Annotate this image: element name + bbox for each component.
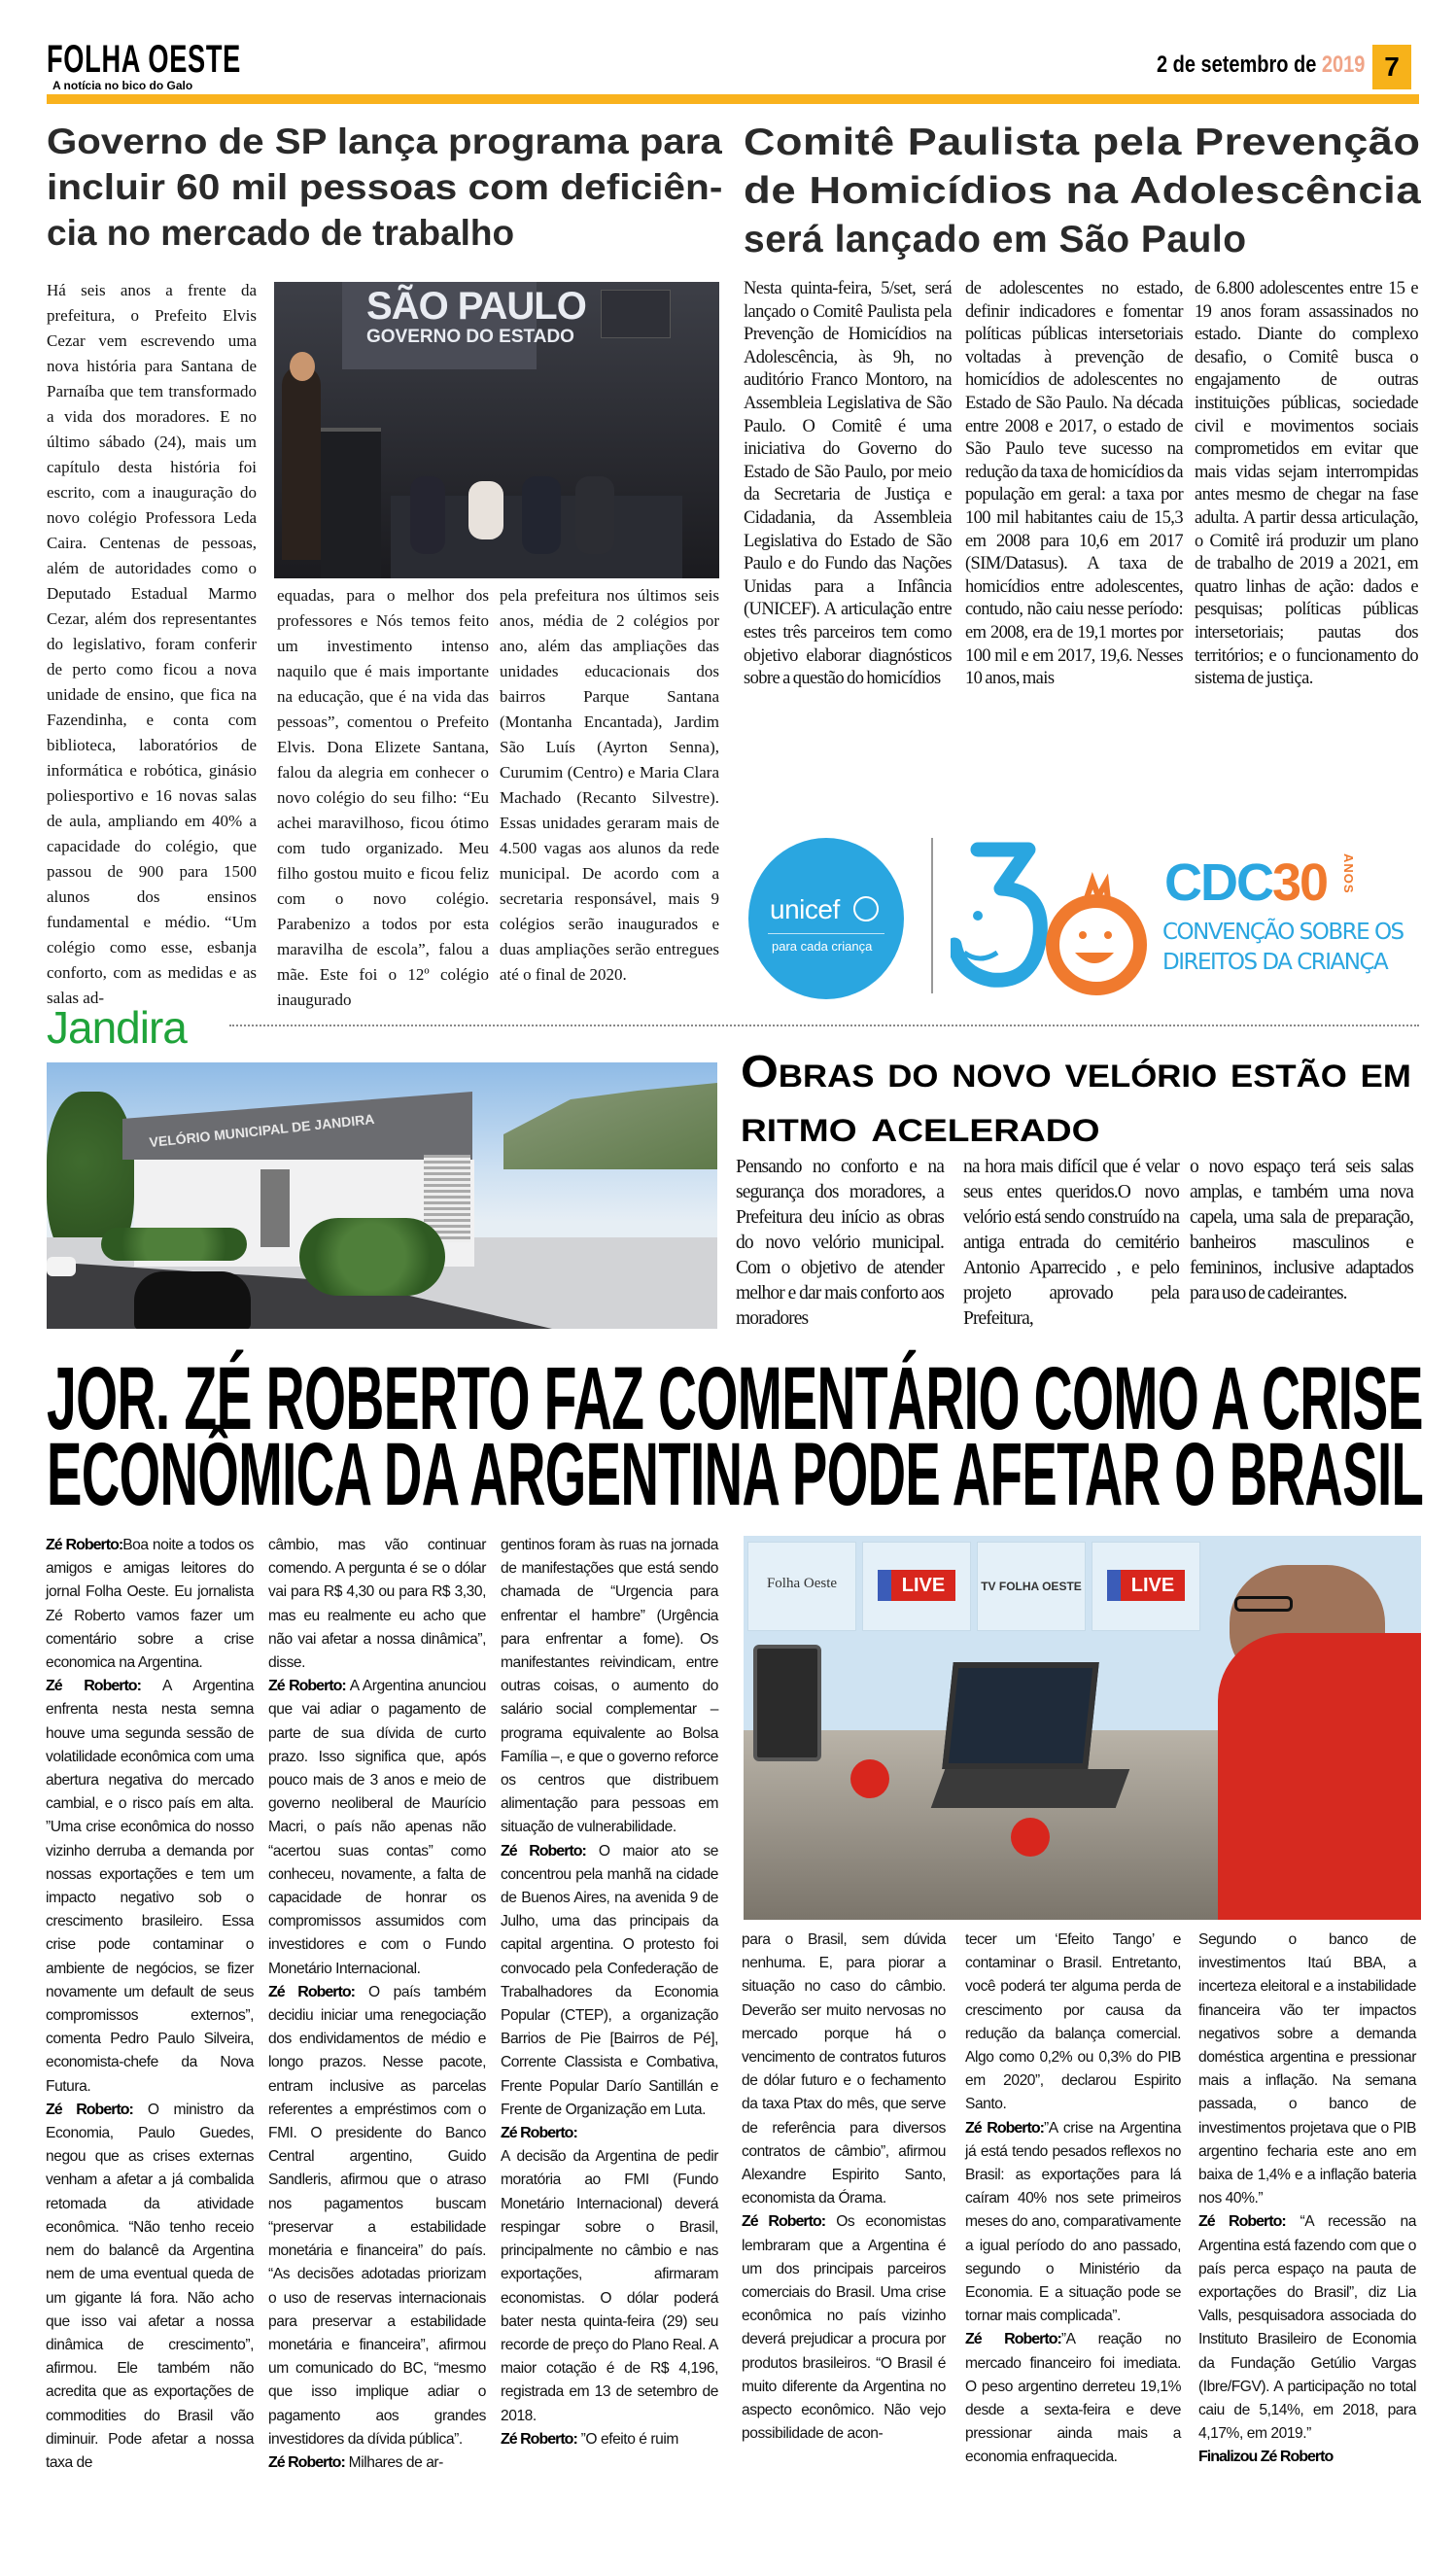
paragraph	[501, 2145, 718, 2427]
paragraph	[1198, 2446, 1416, 2469]
paragraph	[1198, 1929, 1416, 2210]
section-label-jandira: Jandira	[47, 1002, 187, 1053]
paragraph-text: tecer um ‘Efeito Tango’ e contaminar o Brasil. Entretanto, você poderá ter alguma perda de crescimento por causa da redução da balança comercial. Algo como 0,2% ou 0,3% do PIB em 2020”, declarou Espirito Santo.	[965, 1931, 1181, 2113]
paragraph	[46, 1534, 254, 1675]
speaker-label: Zé Roberto:	[46, 1678, 141, 1695]
speaker-label: Zé Roberto:	[501, 1842, 586, 1859]
paragraph-text: Milhares de ar-	[344, 2453, 443, 2471]
headline-line: Governo de SP lança programa para	[47, 122, 722, 161]
paragraph	[268, 1675, 486, 1981]
headline-line: Comitê Paulista pela Prevenção	[744, 122, 1421, 163]
speaker-label: Zé Roberto:	[965, 2119, 1044, 2137]
studio-logo-panel	[977, 1542, 1086, 1631]
headline-line: Obras do novo velório estão em	[741, 1046, 1411, 1096]
article-column: o novo espaço terá seis salas amplas, e também uma nova capela, uma sala de preparação, banheiros masculinos e femininos, inclusive adaptados para uso de cadeirantes.	[1190, 1157, 1413, 1303]
unicef-wordmark: unicef	[770, 894, 840, 924]
live-badge	[1092, 1542, 1200, 1631]
headline-argentina	[47, 1349, 1424, 1524]
paragraph	[742, 1929, 946, 2210]
headline-governo-sp	[47, 119, 722, 256]
page-number: 7	[1372, 45, 1411, 89]
article-column	[46, 1534, 254, 2475]
speaker-label: Zé Roberto:	[268, 1983, 355, 2000]
paragraph-text: para o Brasil, sem dúvida nenhuma. E, para piorar a situação no caso do câmbio. Deverão ser muito nervosas no mercado porque há o vencimento de contratos futuros de dólar futuro e o fechamento da taxa Ptax do mês, que serve de referência para diversos contratos de câmbio”, afirmou Alexandre Espirito Santo, economista da Órama.	[742, 1931, 946, 2207]
paragraph	[965, 1929, 1181, 2117]
headline-line: ECONÔMICA DA ARGENTINA PODE AFETAR O BRASIL	[47, 1425, 1424, 1524]
paragraph-text: O país também decidiu iniciar uma renegociação dos endividamentos de médio e longo prazos. Nesse pacote, entram inclusive as parcelas referentes a empréstimos com o FMI. O presidente do Banco Central argentino, Guido Sandleris, afirmou que o atraso nos pagamentos buscam “preservar a estabilidade monetária e financeira” do país. “As decisões adotadas priorizam o uso de reservas internacionais para preservar a estabilidade monetária e financeira”, afirmou um comunicado do BC, “mesmo que isso implique adiar o pagamento aos grandes investidores da dívida pública”.	[268, 1983, 486, 2448]
paragraph-text: “A recessão na Argentina está fazendo com que o país perca espaço na pauta de exportações do Brasil”, diz Lia Valls, pesquisadora associada do Instituto Brasileiro de Economia da Fundação Getúlio Vargas (Ibre/FGV). A participação no total caiu de 5,14%, em 2018, para 4,17%, em 2019.”	[1198, 2213, 1416, 2443]
paragraph-text: câmbio, mas vão continuar comendo. A pergunta é se o dólar vai para R$ 4,30 ou para R$ 3,30, mas eu realmente eu acho que não vai afetar a nossa dinâmica”, disse.	[268, 1537, 486, 1672]
date-year: 2019	[1321, 52, 1366, 78]
globe-icon	[853, 896, 879, 921]
paragraph-text: Boa noite a todos os amigos e amigas leitores do jornal Folha Oeste. Eu jornalista Zé Roberto vamos fazer um comentário sobre a crise economica na Argentina.	[46, 1537, 254, 1672]
article-column: equadas, para o melhor dos professores e Nós temos feito um investimento intenso naquilo que é mais importante na educação, que é na vida das pessoas”, comentou o Prefeito Elvis. Dona Elizete Santana, falou da alegria em conhecer o novo colégio do seu filho: “Eu achei maravilhoso, ficou ótimo com tudo organizado. Meu filho gostou muito e ficou feliz com o novo colégio. Parabenizo a todos por esta maravilha de escola”, falou a mãe. Este foi o 12º colégio inaugurado	[277, 586, 489, 1009]
photo-caption-text: LIVE	[878, 1570, 955, 1601]
article-column	[965, 1929, 1181, 2470]
cdc-anos: ANOS	[1341, 853, 1356, 894]
photo-caption-text: TV FOLHA OESTE	[981, 1580, 1082, 1593]
cdc30-smiley-logo	[951, 838, 1155, 1003]
article-column: de adolescentes no estado, definir indicadores e fomentar políticas públicas intersetoriais voltadas à prevenção de homicídios de adolescentes no Estado de São Paulo. Na década entre 2008 e 2017, o estado de São Paulo teve sucesso na redução da taxa de homicídios da população em geral: a taxa por 100 mil habitantes caiu de 15,3 em 2008 para 10,6 em 2017 (SIM/Datasus). A taxa de homicídios entre adolescentes, contudo, não caiu nesse período: em 2008, era de 19,1 mortes por 100 mil e em 2017, 19,6. Nesses 10 anos, mais	[965, 279, 1183, 689]
speaker-label: Zé Roberto:	[742, 2213, 826, 2231]
article-column: na hora mais difícil que é velar seus entes queridos.O novo velório está sendo construído na antiga entrada do cemitério Antonio Aparrecido , e pelo projeto aprovado pela Prefeitura,	[963, 1157, 1179, 1329]
photo-caption-text: GOVERNO DO ESTADO	[366, 327, 574, 347]
paragraph-text: O ministro da Economia, Paulo Guedes, negou que as crises externas venham a afetar a já combalida retomada da atividade econômica. “Não tenho receio nem do balancê da Argentina nem de uma eventual queda de um gigante lá fora. Não acho que isso vai afetar a nossa dinâmica de crescimento”, afirmou. Ele também não acredita que as exportações de commodities do Brasil vão diminuir. Pode afetar a nossa taxa de	[46, 2101, 254, 2471]
article-column	[742, 1929, 946, 2446]
article-column: Há seis anos a frente da prefeitura, o Prefeito Elvis Cezar vem escrevendo uma nova história para Santana de Parnaíba que tem transformado a vida dos moradores. E no último sábado (24), mais um capítulo desta história foi escrito, com a inauguração do novo colégio Professora Leda Caira. Centenas de pessoas, além de autoridades como o Deputado Estadual Marmo Cezar, além dos representantes do legislativo, foram conferir de perto como ficou a nova unidade de ensino, que fica na Fazendinha, e conta com biblioteca, laboratórios de informática e robótica, ginásio poliesportivo e 16 novas salas de aula, ampliando em 40% a capacidade do colégio, que passou de 900 para 1500 alunos dos ensinos fundamental e médio. “Um colégio como esse, esbanja conforto, com as medidas e as salas ad-	[47, 281, 257, 1007]
section-divider	[229, 1025, 1419, 1026]
speaker-label: Zé Roberto:	[268, 2453, 345, 2471]
article-column: Pensando no conforto e na segurança dos moradores, a Prefeitura deu início as obras do novo velório municipal. Com o objetivo de atender melhor e dar mais conforto aos moradores	[736, 1157, 944, 1329]
masthead	[47, 39, 241, 80]
paragraph	[501, 2122, 718, 2145]
cdc-subtitle-line: CONVENÇÃO SOBRE OS	[1162, 920, 1404, 945]
headline-line: ritmo acelerado	[741, 1100, 1100, 1151]
article-column: Nesta quinta-feira, 5/set, será lançado o Comitê Paulista pela Prevenção de Homicídios na Adolescência, às 9h, no auditório Franco Montoro, na Assembleia Legislativa de São Paulo. O Comitê é uma iniciativa do Governo do Estado de São Paulo, por meio da Secretaria de Justiça e Cidadania, da Assembleia Legislativa do Estado de São Paulo e do Fundo das Nações Unidas para a Infância (UNICEF). A articulação entre estes três parceiros tem como objetivo elaborar diagnósticos sobre a questão do homicídios	[744, 279, 952, 689]
paragraph	[1198, 2210, 1416, 2446]
headline-line: JOR. ZÉ ROBERTO FAZ COMENTÁRIO COMO A CRISE	[47, 1349, 1423, 1448]
article-column	[501, 1534, 718, 2451]
photo-governo-event	[274, 282, 719, 578]
paragraph-text: A Argentina enfrenta nesta nesta semna houve uma segunda sessão de volatilidade econômica com uma abertura negativa do mercado cambial, e o risco país em alta. ”Uma crise econômica do nosso vizinho derruba a demanda por nossas exportações e tem um impacto negativo sob o crescimento brasileiro. Essa crise pode contaminar o ambiente de negócios, se fizer novamente um default de seus compromissos externos”, comenta Pedro Paulo Silveira, economista-chefe da Nova Futura.	[46, 1678, 254, 2095]
speaker-label: Zé Roberto:	[501, 2125, 577, 2142]
speaker-label: Zé Roberto:	[268, 1678, 346, 1695]
cdc30-title	[1164, 855, 1327, 910]
paragraph	[965, 2328, 1181, 2469]
speaker-label: Zé Roberto:	[46, 1537, 123, 1553]
paragraph	[965, 2117, 1181, 2329]
date-text: 2 de setembro de	[1157, 52, 1322, 78]
paragraph	[268, 2451, 486, 2475]
paragraph	[501, 1534, 718, 1840]
masthead-tagline: A notícia no bico do Galo	[52, 79, 193, 92]
headline-line: incluir 60 mil pessoas com deficiên-	[47, 167, 723, 207]
studio-logo-panel	[747, 1542, 856, 1631]
photo-caption-text: SÃO PAULO	[366, 285, 586, 328]
unicef-slogan: para cada criança	[772, 939, 873, 954]
cdc-subtitle	[1162, 918, 1404, 978]
paragraph-text: Os economistas lembraram que a Argentina é um dos principais parceiros comerciais do Brasil. Uma crise econômica no país vizinho deverá prejudicar a procura por produtos brasileiros. “O Brasil é muito diferente da Argentina no aspecto econômico. Não vejo possibilidade de acon-	[742, 2213, 946, 2443]
paragraph	[501, 1840, 718, 2122]
paragraph-text: Segundo o banco de investimentos Itaú BBA, a incerteza eleitoral e a instabilidade financeira vão ter impactos negativos sobre a demanda doméstica argentina e pressionar mais a inflação. Na semana passada, o banco de investimentos projetava que o PIB argentino fecharia este ano em baixa de 1,4% e a inflação bateria nos 40%.”	[1198, 1931, 1416, 2207]
speaker-label: Zé Roberto:	[965, 2331, 1061, 2348]
paragraph	[501, 2428, 718, 2451]
headline-line: cia no mercado de trabalho	[47, 213, 515, 253]
photo-velorio-render	[47, 1062, 717, 1329]
paragraph	[46, 2099, 254, 2475]
photo-caption-text: LIVE	[1107, 1570, 1185, 1601]
headline-line: será lançado em São Paulo	[744, 219, 1247, 261]
paragraph	[268, 1981, 486, 2451]
paragraph	[742, 2210, 946, 2446]
masthead-title: FOLHA OESTE	[47, 38, 241, 81]
unicef-logo	[748, 838, 904, 999]
paragraph-text: ”O efeito é ruim	[576, 2430, 678, 2448]
logo-divider	[931, 838, 933, 993]
photo-tv-studio	[744, 1536, 1421, 1920]
headline-comite	[744, 119, 1421, 264]
paragraph	[46, 1675, 254, 2099]
headline-line: de Homicídios na Adolescência	[744, 170, 1422, 212]
article-column	[1198, 1929, 1416, 2470]
cdc-prefix: CDC	[1164, 853, 1272, 912]
photo-caption-text: Folha Oeste	[766, 1576, 838, 1591]
article-column: de 6.800 adolescentes entre 15 e 19 anos foram assassinados no estado. Diante do complexo desafio, o Comitê busca o engajamento de outras instituições públicas, sociedade civil e movimentos sociais comprometidos em evitar que mais vidas sejam interrompidas antes mesmo de chegar na fase adulta. A partir dessa articulação, o Comitê irá produzir um plano de trabalho de 2019 a 2021, em quatro linhas de ação: dados e pesquisas; políticas públicas intersetoriais; pautas dos territórios; e o funcionamento do sistema de justiça.	[1195, 279, 1418, 689]
issue-date	[1157, 51, 1365, 80]
paragraph	[268, 1534, 486, 1675]
article-column: pela prefeitura nos últimos seis anos, média de 2 colégios por ano, além das ampliações das unidades educacionais dos bairros Parque Santana (Montanha Encantada), Jardim São Luís (Ayrton Senna), Curumim (Centro) e Maria Clara Machado (Recanto Silvestre). Essas unidades geraram mais de 4.500 vagas aos alunos da rede municipal. De acordo com a secretaria responsável, mais 9 colégios serão inaugurados e duas ampliações serão entregues até o final de 2020.	[500, 586, 719, 984]
paragraph-text: ”A reação no mercado financeiro foi imediata. O peso argentino derreteu 19,1% desde a sexta-feira e deve pressionar ainda mais a economia enfraquecida.	[965, 2331, 1181, 2466]
cdc-number: 30	[1272, 853, 1328, 912]
paragraph-text: A Argentina anunciou que vai adiar o pagamento de parte de sua dívida de curto prazo. Isso significa que, após pouco mais de 3 anos e meio de governo neoliberal de Maurício Macri, o país não apenas não “acertou suas contas” como conheceu, novamente, a falta de capacidade de honrar os compromissos assumidos com investidores e com o Fundo Monetário Internacional.	[268, 1678, 486, 1977]
article-column	[268, 1534, 486, 2475]
headline-velorio	[741, 1044, 1411, 1153]
paragraph-text: O maior ato se concentrou pela manhã na cidade de Buenos Aires, na avenida 9 de Julho, uma das principais da capital argentina. O protesto foi convocado pela Confederação de Trabalhadores da Economia Popular (CTEP), a organização Barrios de Pie [Bairros de Pé], Corrente Classista e Combativa, Frente Popular Darío Santillán e Frente de Organização em Luta.	[501, 1842, 718, 2118]
paragraph-text: ”A crise na Argentina já está tendo pesados reflexos no Brasil: as exportações para lá caíram 40% nos sete primeiros meses do ano, comparativamente a igual período do ano passado, segundo o Ministério da Economia. E a situação pode se tornar mais complicada”.	[965, 2119, 1181, 2325]
cdc-subtitle-line: DIREITOS DA CRIANÇA	[1162, 950, 1388, 975]
speaker-label: Zé Roberto:	[46, 2101, 133, 2118]
speaker-label: Zé Roberto:	[501, 2430, 577, 2448]
header-divider	[47, 94, 1419, 104]
paragraph-text: gentinos foram às ruas na jornada de manifestações que está sendo chamada de “Urgencia para enfrentar el hambre” (Urgência para enfrentar a fome). Os manifestantes reivindicam, entre outras coisas, o aumento do salário social complementar – programa equivalente ao Bolsa Família –, e que o governo reforce os centros que distribuem alimentação para pessoas em situação de vulnerabilidade.	[501, 1537, 718, 1836]
paragraph-text: A decisão da Argentina de pedir moratória ao FMI (Fundo Monetário Internacional) deverá respingar sobre o Brasil, principalmente no câmbio e nas exportações, afirmaram economistas. O dólar poderá bater nesta quinta-feira (29) seu recorde de preço do Plano Real. A maior cotação é de R$ 4,196, registrada em 13 de setembro de 2018.	[501, 2148, 718, 2424]
photo-caption-text: VELÓRIO MUNICIPAL DE JANDIRA	[148, 1110, 376, 1151]
speaker-label: Zé Roberto:	[1198, 2213, 1286, 2231]
speaker-label: Finalizou Zé Roberto	[1198, 2449, 1334, 2466]
live-badge	[862, 1542, 971, 1631]
